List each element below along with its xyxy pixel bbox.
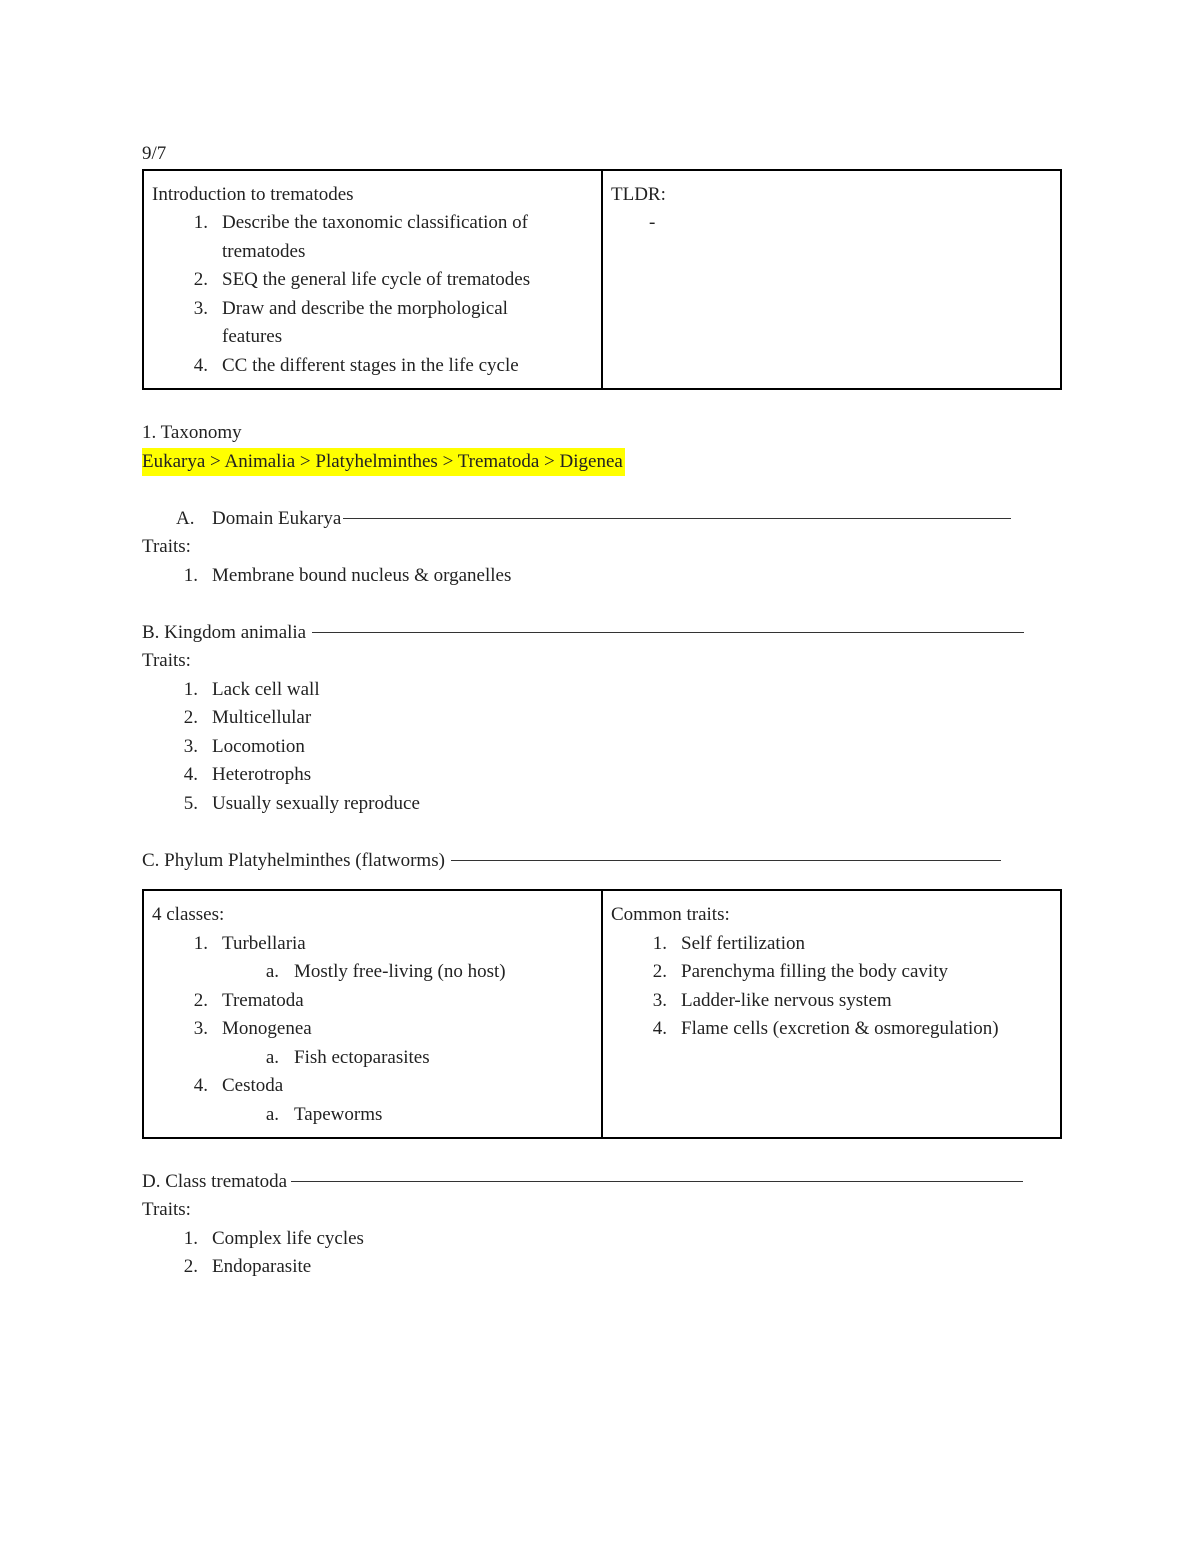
common-traits-label: Common traits: [611,904,730,925]
subitem-letter: a. [265,1046,279,1068]
objective-item [152,266,593,295]
objective-text: CC the different stages in the life cycle [222,354,519,376]
section-divider [312,632,1024,633]
common-trait-number: 4. [652,1018,667,1039]
trait-item [142,733,1062,762]
traits-label: Traits: [142,536,191,557]
kingdom-traits-list [142,676,1062,819]
trait-item [142,704,1062,733]
trait-item [142,676,1062,705]
subitem-letter: a. [265,961,279,982]
section-divider [343,518,1011,519]
class-text: Trematoda [222,989,304,1011]
phylum-table [142,889,1062,1139]
trait-item [142,790,1062,819]
class-subitem [152,1044,593,1073]
trait-number: 5. [183,792,198,814]
classes-list [152,1072,593,1101]
common-trait-text: Self fertilization [681,932,805,954]
common-trait-item [611,958,1052,987]
objective-text: Describe the taxonomic classification of [222,212,529,233]
objectives-cell [143,170,602,390]
common-traits-list [611,930,1052,1044]
classes-list [152,987,593,1044]
tldr-cell [602,170,1061,390]
kingdom-heading [142,619,1062,648]
domain-heading [142,505,1062,534]
objective-text: Draw and describe the morphological [222,297,508,319]
class-subitem [152,958,593,987]
class-sublist [152,1044,593,1073]
subitem-text: Mostly free-living (no host) [294,961,506,982]
phylum-heading-text: C. Phylum Platyhelminthes (flatworms) [142,849,445,871]
domain-traits-list [142,562,1062,591]
trait-text: Multicellular [212,707,312,728]
subitem-text: Tapeworms [294,1103,383,1125]
class-number: 2. [193,989,208,1011]
class-number: 4. [193,1075,208,1096]
trait-text: Lack cell wall [212,678,320,700]
trait-item [142,562,1062,591]
class-sublist [152,1101,593,1130]
objective-item [152,209,593,266]
objective-number: 4. [193,354,208,376]
objective-number: 1. [193,212,208,233]
trait-text: Complex life cycles [212,1227,364,1249]
common-trait-item [611,987,1052,1016]
class-number: 1. [193,932,208,954]
intro-title: Introduction to trematodes [152,183,354,205]
trait-number: 2. [183,1256,198,1277]
trait-item [142,1225,1062,1254]
objective-item [152,352,593,381]
traits-label: Traits: [142,1199,191,1220]
objective-text: SEQ the general life cycle of trematodes [222,269,531,290]
common-trait-text: Ladder-like nervous system [681,989,892,1011]
common-trait-text: Flame cells (excretion & osmoregulation) [681,1018,999,1039]
trait-text: Heterotrophs [212,764,312,785]
trait-number: 1. [183,1227,198,1249]
classes-cell [143,890,602,1138]
common-trait-number: 2. [652,961,667,982]
class-item [152,987,593,1016]
common-trait-number: 3. [652,989,667,1011]
subitem-letter: a. [265,1103,279,1125]
class-traits-list [142,1225,1062,1282]
common-trait-item [611,930,1052,959]
date-label: 9/7 [142,143,167,164]
class-sublist [152,958,593,987]
trait-text: Membrane bound nucleus & organelles [212,564,512,586]
trait-number: 2. [183,707,198,728]
trait-item [142,761,1062,790]
intro-table [142,169,1062,391]
tldr-label: TLDR: [611,183,666,205]
class-heading [142,1168,1062,1197]
class-item [152,930,593,959]
class-heading-text: D. Class trematoda [142,1170,288,1192]
trait-number: 1. [183,564,198,586]
kingdom-heading-text: B. Kingdom animalia [142,621,307,643]
objective-number: 2. [193,269,208,290]
class-subitem [152,1101,593,1130]
traits-label: Traits: [142,650,191,671]
classes-label: 4 classes: [152,904,225,925]
objective-text-continued: trematodes [222,240,306,262]
document-page [142,140,1062,1282]
section-divider [291,1181,1023,1182]
taxonomy-path-highlight: Eukarya > Animalia > Platyhelminthes > Trematoda > Digenea [142,448,625,477]
domain-heading-text: Domain Eukarya [212,507,342,529]
subitem-text: Fish ectoparasites [294,1046,430,1068]
trait-text: Usually sexually reproduce [212,792,420,814]
common-traits-cell [602,890,1061,1138]
objective-item [152,295,593,352]
trait-number: 3. [183,735,198,757]
trait-number: 1. [183,678,198,700]
domain-marker: A. [176,507,195,529]
class-text: Cestoda [222,1075,284,1096]
phylum-heading [142,847,1062,876]
objective-text-continued: features [222,326,283,347]
common-trait-text: Parenchyma filling the body cavity [681,961,948,982]
objective-number: 3. [193,297,208,319]
taxonomy-heading: 1. Taxonomy [142,422,242,443]
common-trait-number: 1. [652,932,667,954]
trait-text: Endoparasite [212,1256,312,1277]
trait-text: Locomotion [212,735,305,757]
trait-item [142,1253,1062,1282]
class-item [152,1072,593,1101]
section-divider [451,860,1001,861]
objectives-list [152,209,593,380]
class-text: Monogenea [222,1018,312,1039]
common-trait-item [611,1015,1052,1044]
tldr-item: - [649,212,656,233]
classes-list [152,930,593,959]
trait-number: 4. [183,764,198,785]
class-text: Turbellaria [222,932,306,954]
class-item [152,1015,593,1044]
class-number: 3. [193,1018,208,1039]
